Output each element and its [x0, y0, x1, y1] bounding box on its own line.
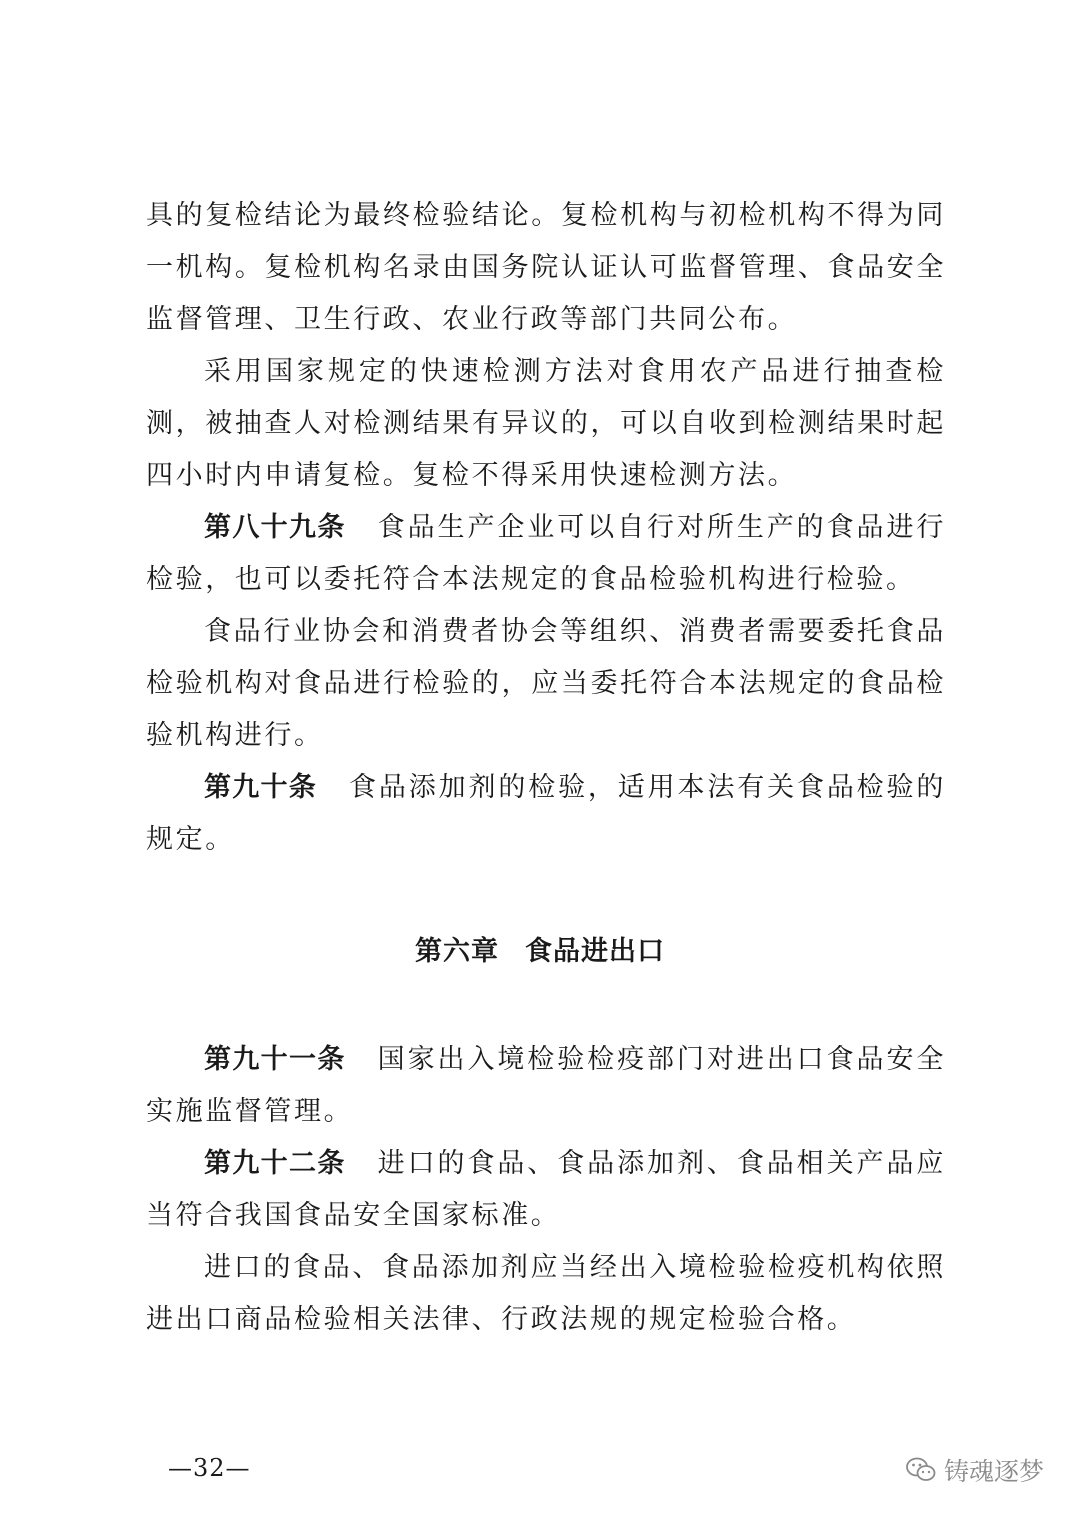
paragraph-consumer-testing: 食品行业协会和消费者协会等组织、消费者需要委托食品检验机构对食品进行检验的，应当委托符合本法规定的食品检验机构进行。 [146, 616, 946, 751]
article-90-text: 食品添加剂的检验，适用本法有关食品检验的规定。 [146, 772, 947, 855]
watermark-text: 铸魂逐梦 [943, 1457, 1044, 1486]
article-91 [146, 1034, 946, 1138]
article-89-number: 第八十九条 [204, 512, 346, 543]
paragraph-rapid-testing: 采用国家规定的快速检测方法对食用农产品进行抽查检测，被抽查人对检测结果有异议的，可以自收到检测结果时起四小时内申请复检。复检不得采用快速检测方法。 [146, 356, 946, 491]
page-number: —32— [168, 1454, 251, 1482]
article-89-text: 食品生产企业可以自行对所生产的食品进行检验，也可以委托符合本法规定的食品检验机构进行检验。 [146, 512, 946, 595]
article-91-text: 国家出入境检验检疫部门对进出口食品安全实施监督管理。 [146, 1044, 946, 1127]
chapter-title: 食品进出口 [525, 936, 665, 967]
article-92 [146, 1138, 946, 1242]
article-90-number: 第九十条 [204, 772, 318, 803]
article-91-number: 第九十一条 [204, 1044, 346, 1075]
paragraph-import-inspection: 进口的食品、食品添加剂应当经出入境检验检疫机构依照进出口商品检验相关法律、行政法规的规定检验合格。 [146, 1252, 946, 1335]
article-92-text: 进口的食品、食品添加剂、食品相关产品应当符合我国食品安全国家标准。 [146, 1148, 946, 1231]
paragraph-continuation: 具的复检结论为最终检验结论。复检机构与初检机构不得为同一机构。复检机构名录由国务院认证认可监督管理、食品安全监督管理、卫生行政、农业行政等部门共同公布。 [146, 200, 946, 335]
text-block-lower [146, 1034, 946, 1346]
chapter-number: 第六章 [415, 936, 499, 967]
text-block-upper [146, 190, 946, 866]
chapter-heading [0, 926, 1080, 978]
watermark [906, 1452, 1044, 1488]
article-89 [146, 502, 946, 606]
wechat-icon [906, 1457, 936, 1483]
article-92-number: 第九十二条 [204, 1148, 346, 1179]
article-90 [146, 762, 946, 866]
